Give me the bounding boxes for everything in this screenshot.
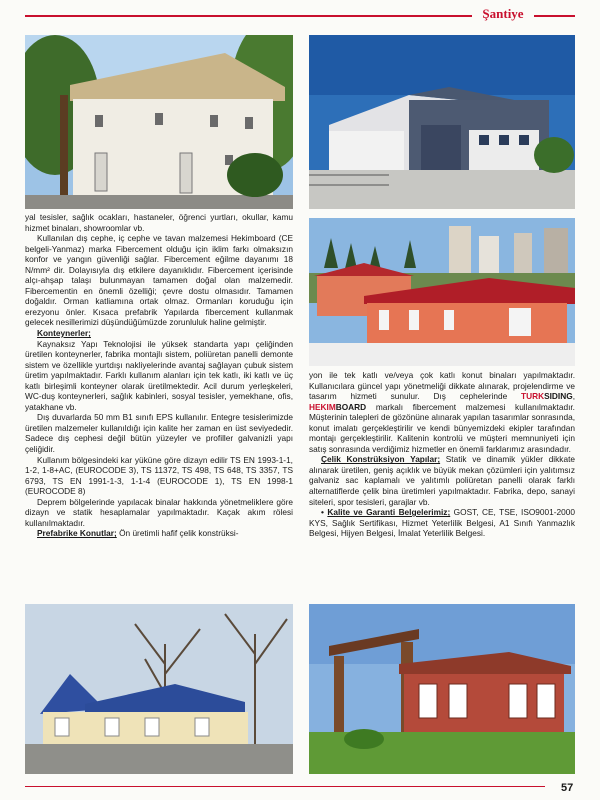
header-rule-left (25, 15, 472, 17)
photo-red-roof-prefab-buildings (309, 218, 575, 366)
brand-turksiding: TURKSIDING (521, 391, 573, 402)
page-number: 57 (561, 782, 574, 794)
paragraph: Deprem bölgelerinde yapılacak binalar hakkında yönetmeliklere göre dizayn ve statik hesaplamalar yapılmaktadır. Kaçak akım rölesi kullanılmaktadır. (25, 496, 293, 528)
right-text-column (309, 370, 575, 539)
heading-steel-structures: Çelik Konstrüksiyon Yapılar; (321, 454, 441, 465)
paragraph-text: markalı fibercement malzemesi kullanılmaktadır. Müşterinin talepleri de gözönüne alınarak yapılan tasarımlar sonrasında, konut imalatı gerçekleştirilir ve kendi bünyemizdeki ekipler tarafından montajı gerçekleştirilir. Kalitenin kontrolü ve müşteri memnuniyeti için satış sonrasında verdiğimiz hizmetler en önemli farklarımız arasındadır. (309, 401, 575, 454)
paragraph-text: yon ile tek katlı ve/veya çok katlı konut binaları yapılmaktadır. Kullanıcılara güncel yapı yönetmeliği dikkate alınarak, projelendirme ve tasarım hizmeti sunulur. Dış cephelerinde (309, 370, 575, 402)
photo-steel-factory-building (309, 35, 575, 209)
footer-rule (25, 786, 545, 787)
bullet-icon: • (321, 507, 324, 518)
paragraph: Kullanım bölgesindeki kar yüküne göre dizayn edilir TS EN 1993-1-1, 1-2, 1-8+AC, (EUROCODE 3), TS 11372, TS 498, TS 648, TS 3357, TS 6793, TS EN 1991-1-3, 1-1-4 (EUROCODE 1), TS EN 1998-1 (EUROCODE 8) (25, 454, 293, 497)
paragraph: yon ile tek katlı ve/veya çok katlı konut binaları yapılmaktadır. Kullanıcılara güncel yapı yönetmeliği dikkate alınarak, projelendirme ve tasarım hizmeti sunulur. Dış cephelerinde TURKSIDING, HEKIMBOARD markalı fibercement malzemesi kullanılmaktadır. Müşterinin talepleri de gözönüne alınarak yapılan tasarımlar sonrasında, konut imalatı gerçekleştirilir ve kendi bünyemizdeki ekipler tarafından montajı gerçekleştirilir. Kalitenin kontrolü ve müşteri memnuniyeti için satış sonrasında verdiğimiz hizmetler en önemli farklarımız arasındadır. (309, 370, 575, 454)
left-text-column (25, 212, 293, 539)
header-rule-right (534, 15, 575, 17)
paragraph: Kullanılan dış cephe, iç cephe ve tavan malzemesi Hekimboard (CE belgeli-Yanmaz) marka Fibercement olduğu için iklim farkı olmaksızın konfor ve yangın güvenliği sağlar. Fibercement eğilme dayanımı 18 N/mm² dir. Dolayısıyla dış etkilere dayanıklıdır. Fibercement içerisinde alçı-ahşap talaşı bulunmayan tamamen doğal olan malzemedir. Fibercementin en önemli özelliği; çevre dostu olmasıdır. Tamamen doğaldır. Orman katliamına ortak olmaz. Ormanları koruduğu için erezyonu önler. Kısaca prefabrik Yapılarda fibercement kullanmak gelecek nesillerimizi düşündüğümüzde zorunluluk haline gelmiştir. (25, 233, 293, 328)
paragraph-prefab (25, 528, 293, 539)
brand-hekimboard: HEKIMBOARD (309, 401, 367, 412)
paragraph-text: Statik ve dinamik yükler dikkate alınarak üretilen, geniş açıklık ve büyük mekan çözümleri için yalıtımsız galvaniz sac kaplamalı ve yalıtımlı poliüretan panelli olarak farklı alternatiflerde çelik bina üretimleri yapılmaktadır. Fabrika, depo, sanayi siteleri, spor tesisleri, garajlar vb. (309, 454, 575, 507)
paragraph-steel (309, 454, 575, 507)
photo-wooden-porch-prefab-house (309, 604, 575, 774)
photo-blue-roof-prefab-house (25, 604, 293, 774)
section-title: Şantiye (482, 6, 524, 21)
heading-prefab-houses: Prefabrike Konutlar; (37, 528, 117, 539)
paragraph: Dış duvarlarda 50 mm B1 sınıfı EPS kullanılır. Entegre tesislerimizde üretilen malzemeler kullanıldığı için kalite her zaman en üst seviyededir. Sadece dış cephesi değil bütün yüzeyler ve profiller galvanizli yapı çeliğidir. (25, 412, 293, 455)
heading-quality-certificates: Kalite ve Garanti Belgelerimiz; (327, 507, 451, 518)
paragraph: Kaynaksız Yapı Teknolojisi ile yüksek standarta yapı çeliğinden üretilen konteynerler, fabrika montajlı sistem, poliüretan panelli demonte sistem ve özellikle yurtdışı nakliyelerinde avantaj sağlayan çubuk sistem üretim yapılmaktadır. Farklı kullanım alanları için tek katlı, iki katlı ve üç katlı birleşimli konteyner olarak üretilmektedir. Acil durum yerleşkeleri, WC-duş konteynerleri, sağlık kabinleri, sosyal tesisler, yemekhane, ofis, yatakhane vb. (25, 338, 293, 412)
heading-containers: Konteynerler; (37, 328, 91, 339)
paragraph-text: GOST, CE, TSE, ISO9001-2000 KYS, Sağlık Sertifikası, Hizmet Yeterlilik Belgesi, A1 Sınıfı Yanmazlık Belgesi, Hijyen Belgesi, İmalat Yeterlilik Belgesi. (309, 507, 575, 539)
photo-two-story-prefab-office (25, 35, 293, 209)
paragraph-text: Ön üretimli hafif çelik konstrüksi- (116, 528, 239, 539)
paragraph: yal tesisler, sağlık ocakları, hastaneler, öğrenci yurtları, okullar, kamu hizmet binaları, showroomlar vb. (25, 212, 293, 233)
paragraph-quality (309, 507, 575, 539)
